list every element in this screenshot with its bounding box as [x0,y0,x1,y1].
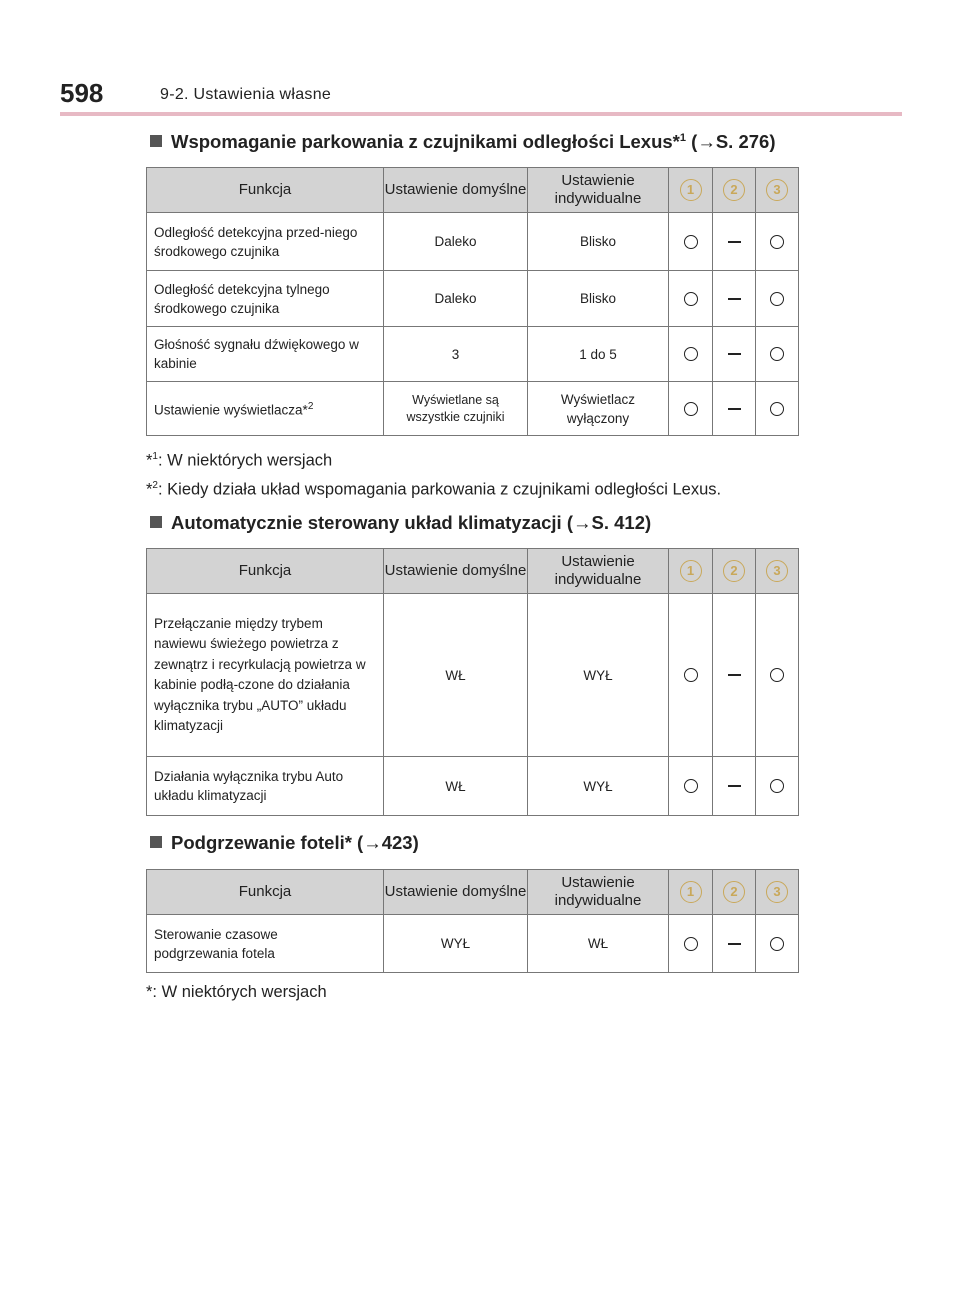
default-value-cell: 3 [384,327,528,382]
table-row [147,382,799,436]
footnote [146,983,327,1002]
method-2-cell [713,915,756,973]
footnote-text: : W niektórych wersjach [152,983,327,1001]
dash-mark-icon [728,674,741,676]
function-cell: Przełączanie między trybem nawiewu świeżego powietrza z zewnątrz i recyrkulacją powietrza w kabinie podłą-czone do działania wyłącznika trybu „AUTO” układu klimatyzacji [147,594,384,757]
square-bullet-icon [150,135,162,147]
method-2-cell [713,757,756,816]
circle-mark-icon [770,402,784,416]
table-header-row [147,870,799,915]
table-header-row [147,168,799,213]
footnote-mark: * [146,983,153,1001]
column-header-function: Funkcja [147,168,384,213]
footnote-number: 2 [152,480,158,491]
footnote-mark: * [146,480,153,499]
method-3-cell [756,757,799,816]
table-row [147,757,799,816]
running-head: 9-2. Ustawienia własne [160,86,332,103]
function-cell: Odległość detekcyjna tylnego środkowego czujnika [147,271,384,327]
column-header-function: Funkcja [147,870,384,915]
circled-number-3-icon: 3 [766,560,788,582]
footnote-text: : W niektórych wersjach [157,451,333,470]
custom-value-cell: WYŁ [528,757,669,816]
column-header-default: Ustawienie domyślne [384,549,528,594]
method-1-cell [669,757,713,816]
circle-mark-icon [684,937,698,951]
circle-mark-icon [684,402,698,416]
table-row [147,915,799,973]
circle-mark-icon [684,347,698,361]
custom-value-cell: Blisko [528,213,669,271]
column-header-default: Ustawienie domyślne [384,168,528,213]
method-2-cell [713,271,756,327]
circled-number-3-icon: 3 [766,881,788,903]
default-value-cell: Wyświetlane są wszystkie czujniki [384,382,528,436]
dash-mark-icon [728,408,741,410]
section-title-text: Automatycznie sterowany układ klimatyzacji [171,512,562,533]
circle-mark-icon [770,235,784,249]
circled-number-3-icon: 3 [766,179,788,201]
column-header-method-3 [756,549,799,594]
header-rule [60,112,902,116]
table-row [147,594,799,757]
footnote-ref: 2 [307,401,314,413]
page-ref-open: ( [686,131,698,152]
circled-number-1-icon: 1 [680,881,702,903]
method-3-cell [756,271,799,327]
table-row [147,271,799,327]
circle-mark-icon [684,235,698,249]
method-1-cell [669,327,713,382]
section-title-parking-sensors [150,131,775,153]
section-title-text: Podgrzewanie foteli* [171,832,352,853]
custom-value-cell: Blisko [528,271,669,327]
column-header-custom: Ustawienie indywidualne [528,168,669,213]
column-header-custom: Ustawienie indywidualne [528,549,669,594]
arrow-right-icon: → [573,512,592,533]
circled-number-2-icon: 2 [723,560,745,582]
footnote [146,480,721,500]
arrow-right-icon: → [697,131,716,152]
function-cell: Sterowanie czasowe podgrzewania fotela [147,915,384,973]
page-ref[interactable]: S. 412) [591,512,652,533]
column-header-method-3 [756,870,799,915]
function-cell: Działania wyłącznika trybu Auto układu klimatyzacji [147,757,384,816]
dash-mark-icon [728,298,741,300]
circled-number-2-icon: 2 [723,179,745,201]
circle-mark-icon [684,779,698,793]
method-3-cell [756,327,799,382]
method-1-cell [669,915,713,973]
function-text: Ustawienie wyświetlacza* [154,402,308,418]
square-bullet-icon [150,836,162,848]
circle-mark-icon [684,668,698,682]
circled-number-1-icon: 1 [680,560,702,582]
arrow-right-icon: → [363,832,382,853]
dash-mark-icon [728,785,741,787]
section-title-text: Wspomaganie parkowania z czujnikami odległości Lexus* [171,131,680,152]
section-title-seat-heaters [150,832,419,854]
page-ref[interactable]: 423) [381,832,419,853]
settings-table-climate-control [146,548,799,816]
method-2-cell [713,327,756,382]
column-header-function: Funkcja [147,549,384,594]
method-1-cell [669,594,713,757]
section-title-climate-control [150,512,651,534]
footnote-ref: 1 [679,131,687,144]
method-3-cell [756,915,799,973]
custom-value-cell: WŁ [528,915,669,973]
column-header-method-1 [669,549,713,594]
default-value-cell: WŁ [384,594,528,757]
column-header-custom: Ustawienie indywidualne [528,870,669,915]
page-ref-open: ( [561,512,573,533]
function-cell: Odległość detekcyjna przed-niego środkowego czujnika [147,213,384,271]
default-value-cell: WŁ [384,757,528,816]
circled-number-2-icon: 2 [723,881,745,903]
circle-mark-icon [770,779,784,793]
column-header-method-1 [669,870,713,915]
column-header-method-2 [713,549,756,594]
footnote [146,451,332,471]
method-1-cell [669,271,713,327]
circle-mark-icon [770,668,784,682]
function-cell [147,382,384,436]
footnote-text: : Kiedy działa układ wspomagania parkowania z czujnikami odległości Lexus. [157,480,722,499]
dash-mark-icon [728,943,741,945]
default-value-cell: Daleko [384,213,528,271]
custom-value-cell: WYŁ [528,594,669,757]
column-header-method-3 [756,168,799,213]
method-2-cell [713,213,756,271]
method-1-cell [669,382,713,436]
page-ref[interactable]: S. 276) [715,131,776,152]
default-value-cell: WYŁ [384,915,528,973]
table-header-row [147,549,799,594]
custom-value-cell: Wyświetlacz wyłączony [528,382,669,436]
method-3-cell [756,594,799,757]
settings-table-parking-sensors [146,167,799,436]
square-bullet-icon [150,516,162,528]
dash-mark-icon [728,353,741,355]
dash-mark-icon [728,241,741,243]
table-row [147,327,799,382]
custom-value-cell: 1 do 5 [528,327,669,382]
page-number: 598 [60,78,104,108]
circle-mark-icon [770,937,784,951]
footnote-number: 1 [152,451,158,462]
circled-number-1-icon: 1 [680,179,702,201]
function-cell: Głośność sygnału dźwiękowego w kabinie [147,327,384,382]
page-ref-open: ( [351,832,364,853]
method-1-cell [669,213,713,271]
method-3-cell [756,213,799,271]
column-header-method-2 [713,870,756,915]
circle-mark-icon [770,347,784,361]
column-header-method-2 [713,168,756,213]
circle-mark-icon [684,292,698,306]
default-value-cell: Daleko [384,271,528,327]
method-3-cell [756,382,799,436]
table-row [147,213,799,271]
circle-mark-icon [770,292,784,306]
column-header-method-1 [669,168,713,213]
method-2-cell [713,382,756,436]
method-2-cell [713,594,756,757]
settings-table-seat-heaters [146,869,799,973]
footnote-mark: * [146,451,153,470]
column-header-default: Ustawienie domyślne [384,870,528,915]
